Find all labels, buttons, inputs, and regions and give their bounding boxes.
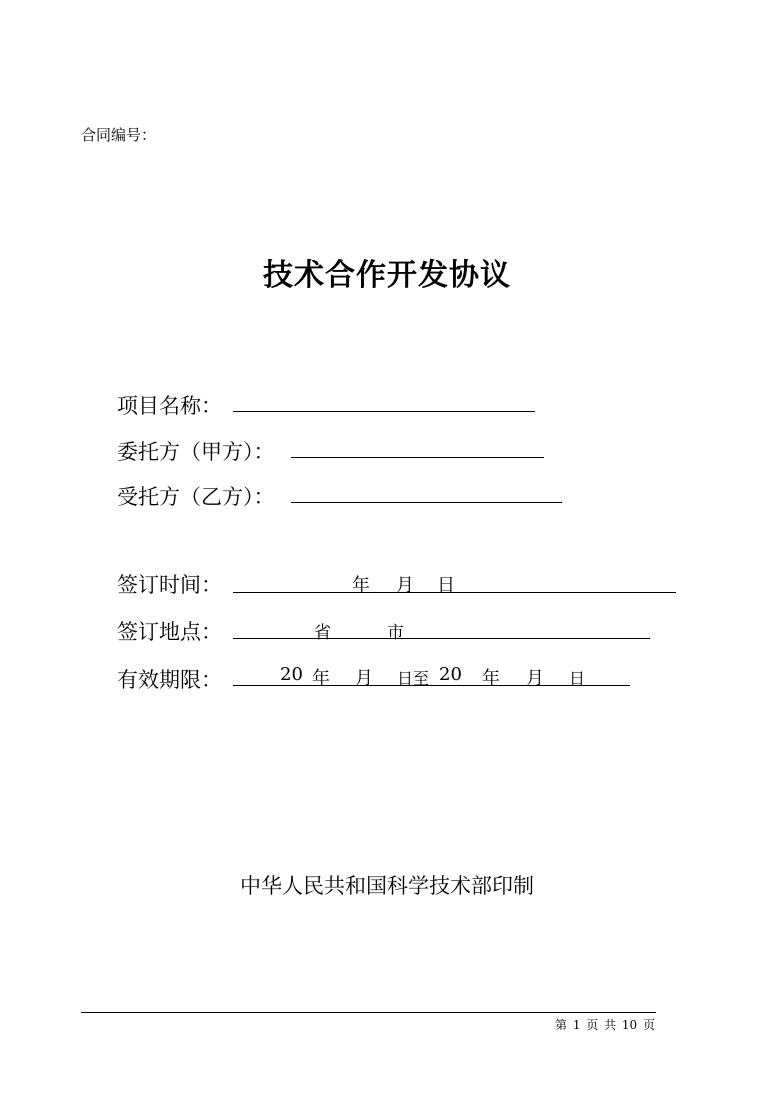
project-name-field[interactable]: [233, 411, 535, 412]
footer-divider: [81, 1012, 656, 1013]
validity-from-day-to: 日至: [397, 669, 430, 688]
page-number: 第 1 页 共 10 页: [555, 1018, 655, 1032]
contractor-label: 受托方（乙方）：: [117, 485, 275, 509]
project-name-label: 项目名称：: [117, 394, 222, 418]
signing-date-month: 月: [396, 575, 414, 596]
validity-to-month: 月: [526, 668, 544, 689]
signing-place-field[interactable]: [233, 638, 650, 639]
validity-from-year: 年: [312, 668, 330, 689]
client-label: 委托方（甲方）：: [117, 440, 275, 464]
validity-to-year-prefix: 20: [439, 664, 462, 685]
client-field[interactable]: [291, 457, 544, 458]
validity-from-year-prefix: 20: [280, 664, 303, 685]
signing-date-day: 日: [437, 575, 455, 596]
signing-place-label: 签订地点：: [117, 620, 222, 644]
issuer-text: 中华人民共和国科学技术部印制: [240, 874, 534, 898]
validity-label: 有效期限：: [117, 668, 222, 692]
signing-place-province: 省: [314, 623, 331, 643]
validity-from-month: 月: [355, 668, 373, 689]
document-title: 技术合作开发协议: [263, 258, 511, 293]
contract-number-label: 合同编号：: [81, 126, 157, 144]
validity-to-day: 日: [569, 669, 586, 688]
validity-to-year: 年: [482, 668, 500, 689]
signing-date-year: 年: [352, 575, 370, 596]
signing-place-city: 市: [387, 623, 404, 643]
contractor-field[interactable]: [291, 502, 562, 503]
signing-date-label: 签订时间：: [117, 573, 222, 597]
